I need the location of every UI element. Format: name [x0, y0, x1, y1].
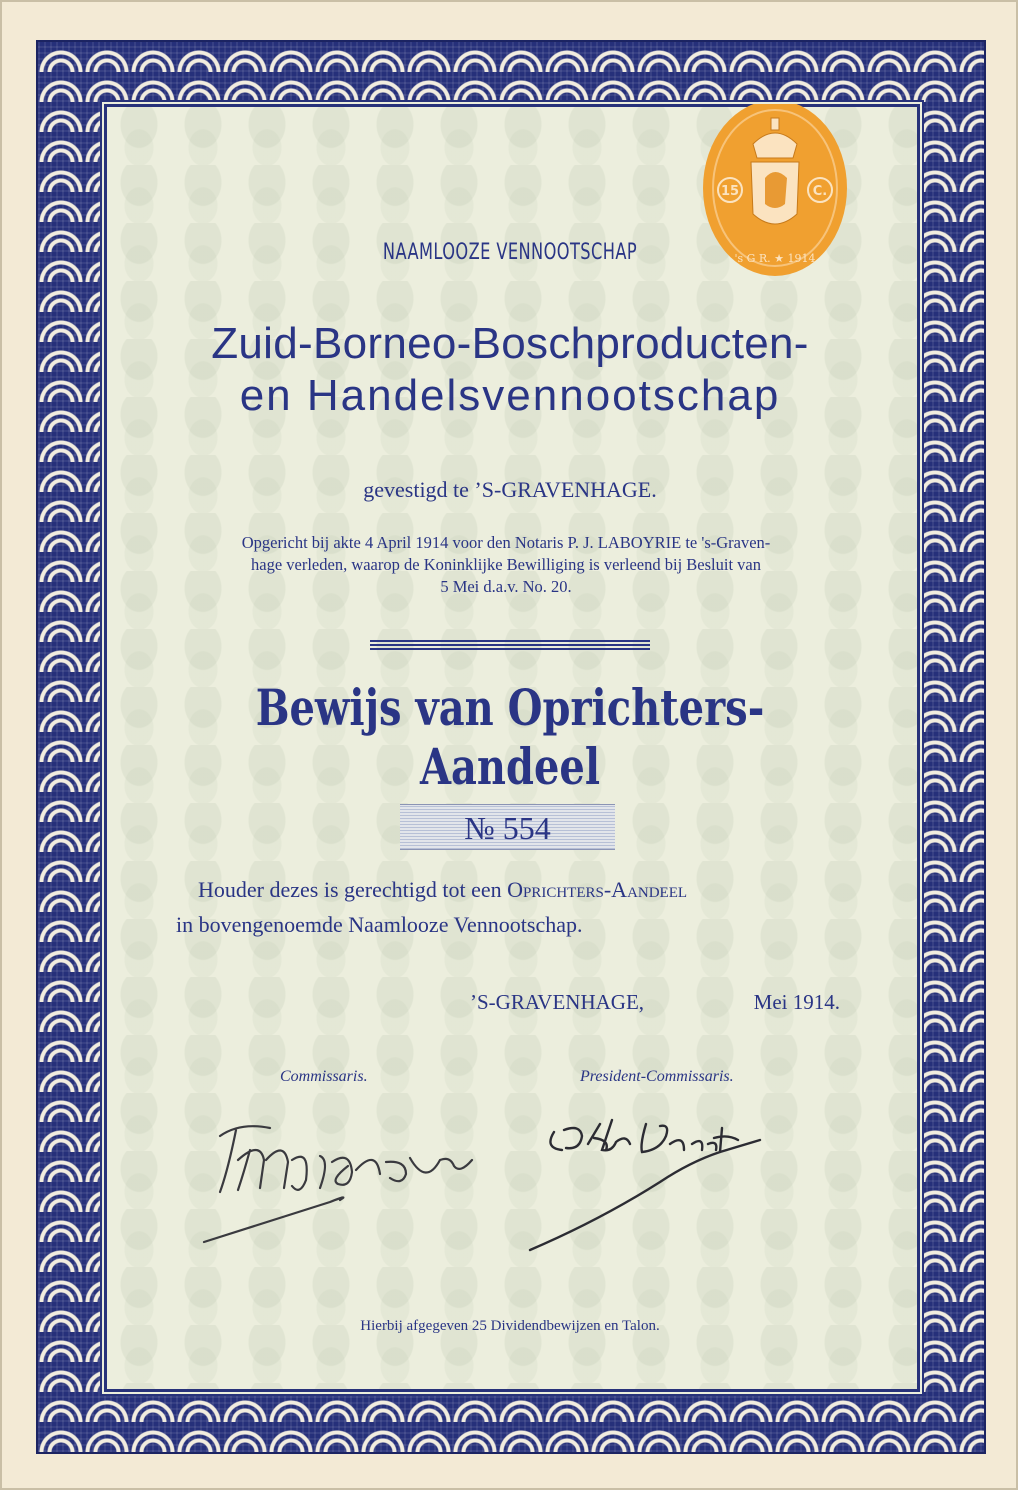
double-rule-divider — [370, 640, 650, 650]
stamp-bottom-text: 's G R. ★ 1914 — [734, 252, 816, 265]
certificate-number: № 554 — [400, 804, 615, 850]
certificate-title: Bewijs van Oprichters-Aandeel — [255, 678, 765, 796]
issue-date: Mei 1914. — [753, 990, 840, 1014]
lion-icon — [765, 172, 787, 208]
company-name-line-1: Zuid-Borneo-Boschproducten- — [211, 319, 809, 368]
founding-line-1: Opgericht bij akte 4 April 1914 voor den Notaris P. J. LABOYRIE te 's-Graven- — [241, 533, 771, 552]
company-type-heading: NAAMLOOZE VENNOOTSCHAP — [382, 240, 638, 265]
commissaris-signature — [180, 1100, 500, 1250]
founding-statement — [170, 532, 842, 598]
president-commissaris-signature — [470, 1100, 830, 1260]
holder-line-1-text: Houder dezes is gerechtigd tot een — [198, 877, 502, 902]
holder-line-1 — [176, 872, 856, 907]
founding-line-2: hage verleden, waarop de Koninklijke Bewilliging is verleend bij Besluit van — [251, 555, 761, 574]
footer-note: Hierbij afgegeven 25 Dividendbewijzen en Talon. — [360, 1318, 660, 1334]
issue-place: ’S-GRAVENHAGE, — [470, 990, 645, 1014]
place-and-date — [470, 990, 850, 1015]
president-commissaris-label: President-Commissaris. — [580, 1068, 734, 1085]
founding-line-3: 5 Mei d.a.v. No. 20. — [440, 577, 572, 596]
commissaris-label: Commissaris. — [280, 1068, 368, 1085]
holder-share-type: Oprichters-Aandeel — [507, 877, 688, 902]
revenue-stamp — [703, 104, 847, 284]
company-name — [140, 318, 880, 422]
stamp-right-value: C. — [812, 184, 828, 199]
company-name-line-2: en Handelsvennootschap — [239, 371, 781, 420]
stamp-left-value: 15 — [720, 184, 740, 199]
holder-line-2: in bovengenoemde Naamlooze Vennootschap. — [176, 912, 583, 937]
company-seat: gevestigd te ’S-GRAVENHAGE. — [363, 477, 657, 502]
holder-statement — [176, 872, 856, 942]
